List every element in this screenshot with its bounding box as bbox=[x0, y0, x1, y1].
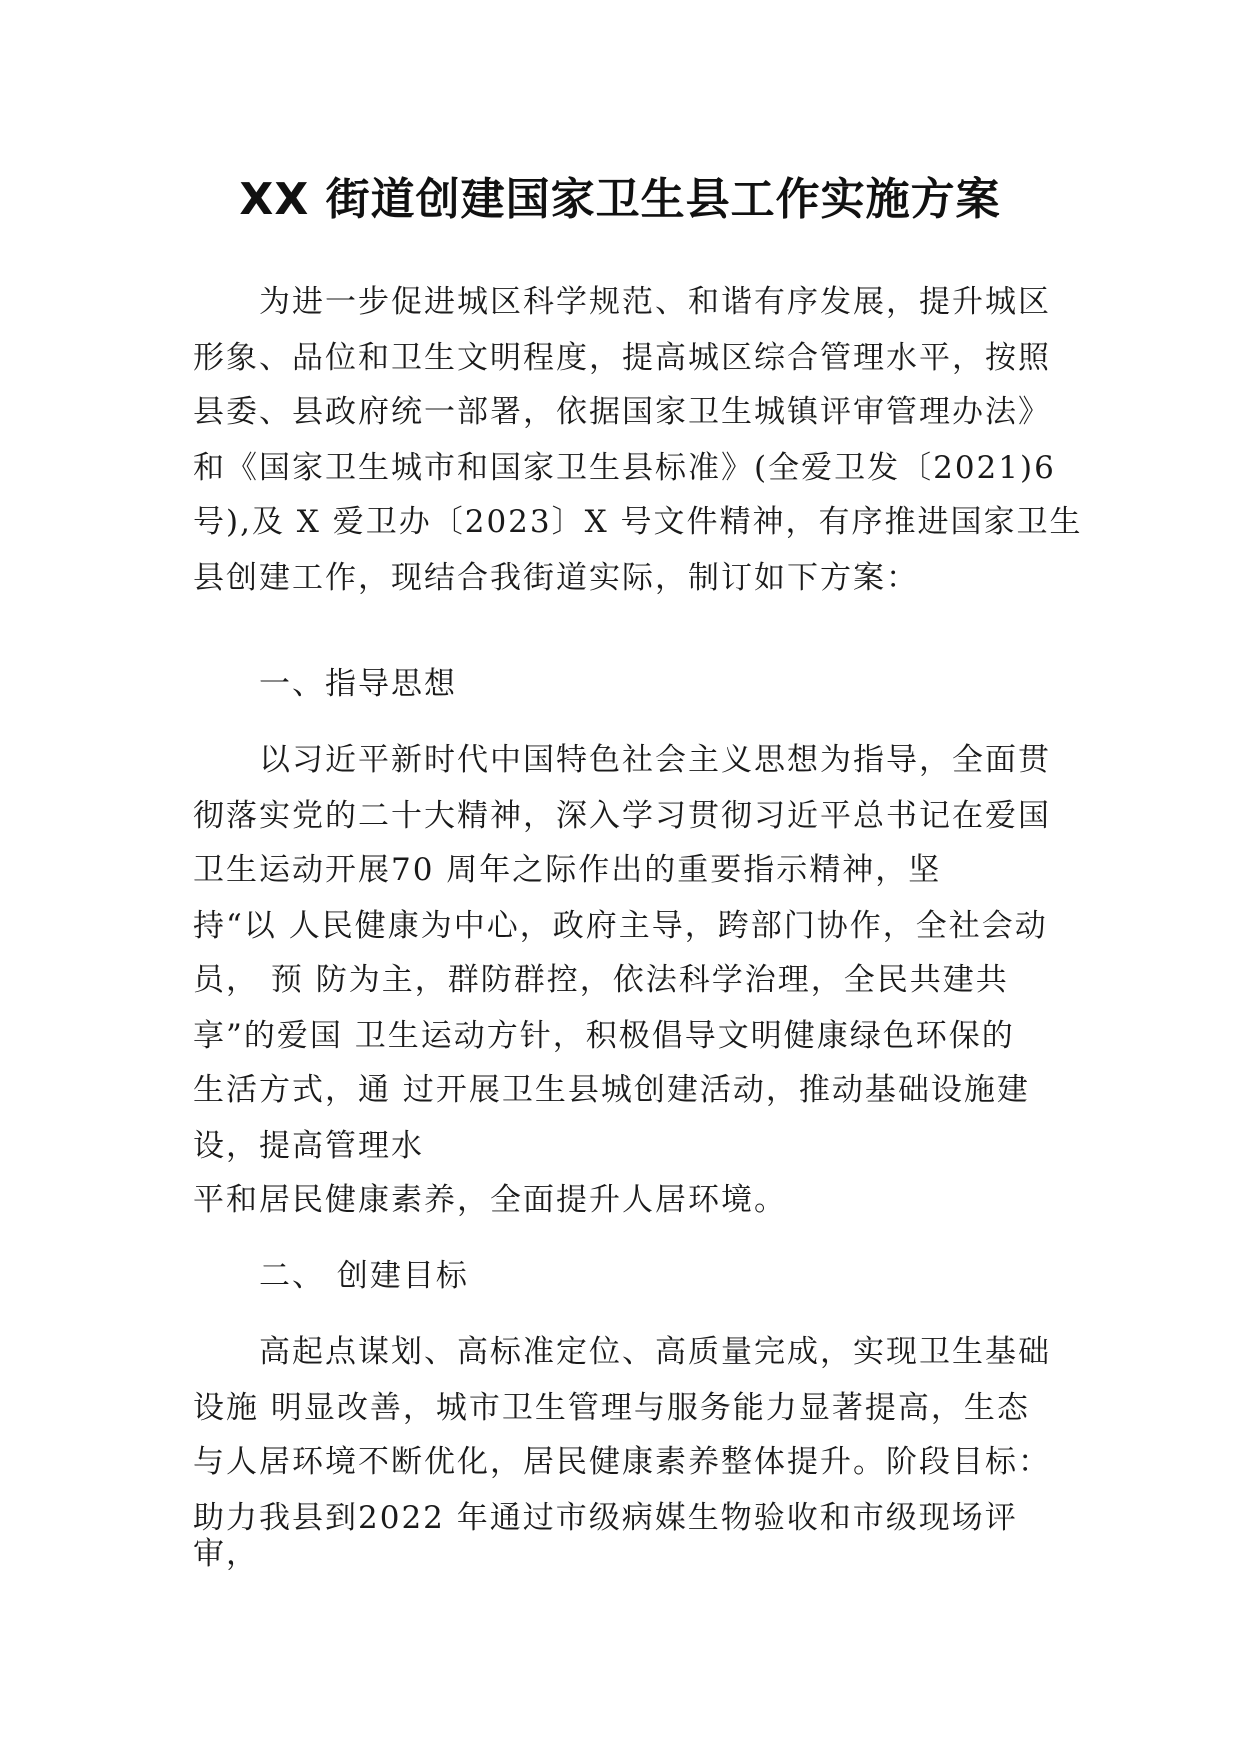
text-line: 号),及 X 爱卫办〔2023〕X 号文件精神，有序推进国家卫生 bbox=[193, 504, 1083, 540]
text-line: 设，提高管理水 bbox=[193, 1128, 424, 1164]
text-line: 生活方式，通 过开展卫生县城创建活动，推动基础设施建 bbox=[193, 1072, 1030, 1108]
text-line: 为进一步促进城区科学规范、和谐有序发展，提升城区 bbox=[193, 284, 1051, 320]
text-line: 持“以 人民健康为中心，政府主导，跨部门协作，全社会动 bbox=[193, 908, 1048, 944]
text-line: 平和居民健康素养，全面提升人居环境。 bbox=[193, 1182, 787, 1218]
text-line: 与人居环境不断优化，居民健康素养整体提升。阶段目标： bbox=[193, 1444, 1051, 1480]
text-line: 享”的爱国 卫生运动方针，积极倡导文明健康绿色环保的 bbox=[193, 1018, 1015, 1054]
text-line: 形象、品位和卫生文明程度，提高城区综合管理水平，按照 bbox=[193, 340, 1051, 376]
section-heading: 一、指导思想 bbox=[193, 666, 457, 702]
text-line: 助力我县到2022 年通过市级病媒生物验收和市级现场评 bbox=[193, 1500, 1018, 1536]
text-line: 和《国家卫生城市和国家卫生县标准》(全爱卫发〔2021)6 bbox=[193, 450, 1056, 486]
section-heading: 二、 创建目标 bbox=[193, 1258, 469, 1294]
text-line: 高起点谋划、高标准定位、高质量完成，实现卫生基础 bbox=[193, 1334, 1051, 1370]
text-line: 员， 预 防为主，群防群控，依法科学治理，全民共建共 bbox=[193, 962, 1009, 998]
text-line: 县创建工作，现结合我街道实际，制订如下方案： bbox=[193, 560, 919, 596]
text-line: 卫生运动开展70 周年之际作出的重要指示精神，坚 bbox=[193, 852, 942, 888]
text-line: 审， bbox=[193, 1536, 259, 1572]
text-line: 以习近平新时代中国特色社会主义思想为指导，全面贯 bbox=[193, 742, 1051, 778]
text-line: 县委、县政府统一部署，依据国家卫生城镇评审管理办法》 bbox=[193, 394, 1051, 430]
text-line: 设施 明显改善，城市卫生管理与服务能力显著提高，生态 bbox=[193, 1390, 1030, 1426]
document-title: XX 街道创建国家卫生县工作实施方案 bbox=[239, 174, 1001, 225]
text-line: 彻落实党的二十大精神，深入学习贯彻习近平总书记在爱国 bbox=[193, 798, 1051, 834]
